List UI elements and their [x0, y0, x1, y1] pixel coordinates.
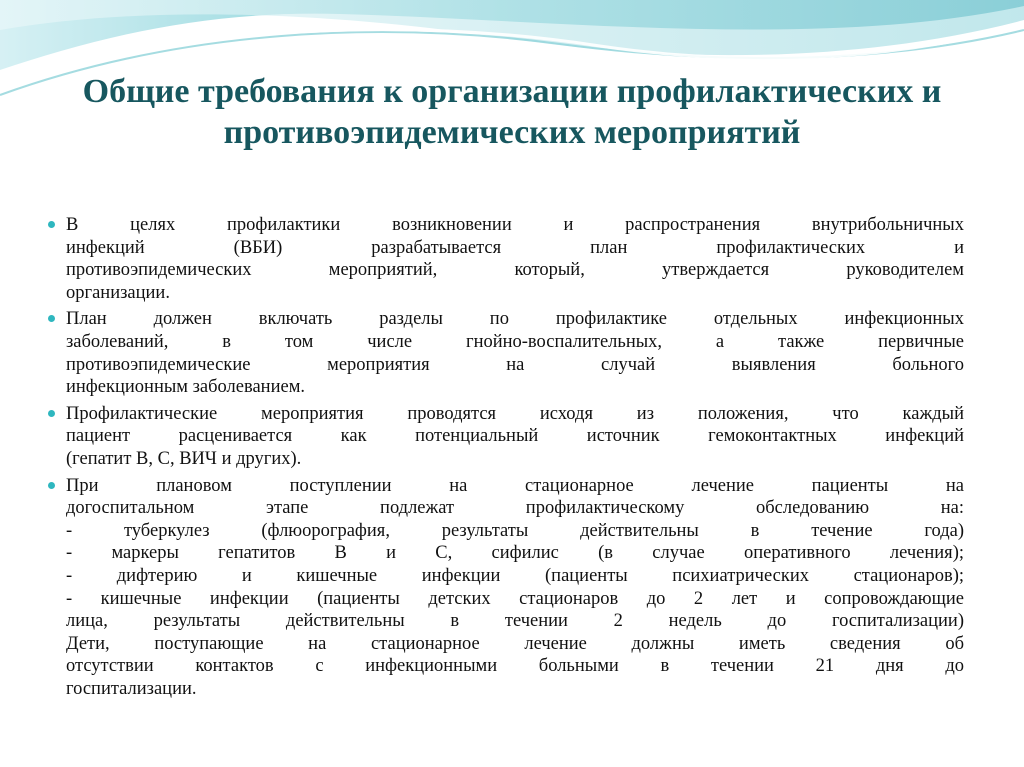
bullet-line: противоэпидемических мероприятий, который, утверждается руководителем — [66, 260, 964, 281]
bullet-line: заболеваний, в том числе гнойно-воспалительных, а также первичные — [66, 331, 964, 352]
bullet-line: Дети, поступающие на стационарное лечение должны иметь сведения об — [66, 633, 964, 654]
bullet-line: организации. — [66, 282, 170, 303]
bullet-line: - туберкулез (флюорография, результаты действительны в течение года) — [66, 520, 964, 541]
bullet-line: В целях профилактики возникновении и распространения внутрибольничных — [66, 215, 964, 235]
bullet-item — [66, 308, 964, 398]
bullet-item — [66, 214, 964, 304]
bullet-line: Профилактические мероприятия проводятся исходя из положения, что каждый — [66, 403, 964, 424]
bullet-item — [66, 403, 964, 471]
bullet-line: госпитализации. — [66, 678, 197, 699]
bullet-text — [66, 214, 964, 304]
slide-title: Общие требования к организации профилактических и противоэпидемических мероприятий — [82, 73, 942, 151]
bullet-line: противоэпидемические мероприятия на случай выявления больного — [66, 354, 964, 375]
bullet-dot-icon — [48, 410, 55, 417]
bullet-dot-icon — [48, 482, 55, 489]
bullet-line: пациент расценивается как потенциальный источник гемоконтактных инфекций — [66, 426, 964, 447]
bullet-line: догоспитальном этапе подлежат профилактическому обследованию на: — [66, 498, 964, 519]
bullet-dot-icon — [48, 221, 55, 228]
bullet-list — [66, 214, 964, 704]
bullet-line: При плановом поступлении на стационарное лечение пациенты на — [66, 475, 964, 496]
bullet-text — [66, 475, 964, 701]
bullet-dot-icon — [48, 315, 55, 322]
bullet-line: лица, результаты действительны в течении 2 недель до госпитализации) — [66, 611, 964, 632]
bullet-line: - кишечные инфекции (пациенты детских стационаров до 2 лет и сопровождающие — [66, 588, 964, 609]
bullet-line: - маркеры гепатитов В и С, сифилис (в случае оперативного лечения); — [66, 543, 964, 564]
bullet-line: План должен включать разделы по профилактике отдельных инфекционных — [66, 309, 964, 330]
bullet-item — [66, 475, 964, 701]
bullet-line: инфекционным заболеванием. — [66, 377, 306, 398]
bullet-text — [66, 403, 964, 471]
bullet-text — [66, 308, 964, 398]
bullet-line: отсутствии контактов с инфекционными больными в течении 21 дня до — [66, 656, 964, 677]
bullet-line: инфекций (ВБИ) разрабатывается план профилактических и — [66, 237, 964, 258]
bullet-line: (гепатит В, С, ВИЧ и других). — [66, 448, 302, 469]
bullet-line: - дифтерию и кишечные инфекции (пациенты психиатрических стационаров); — [66, 565, 964, 586]
